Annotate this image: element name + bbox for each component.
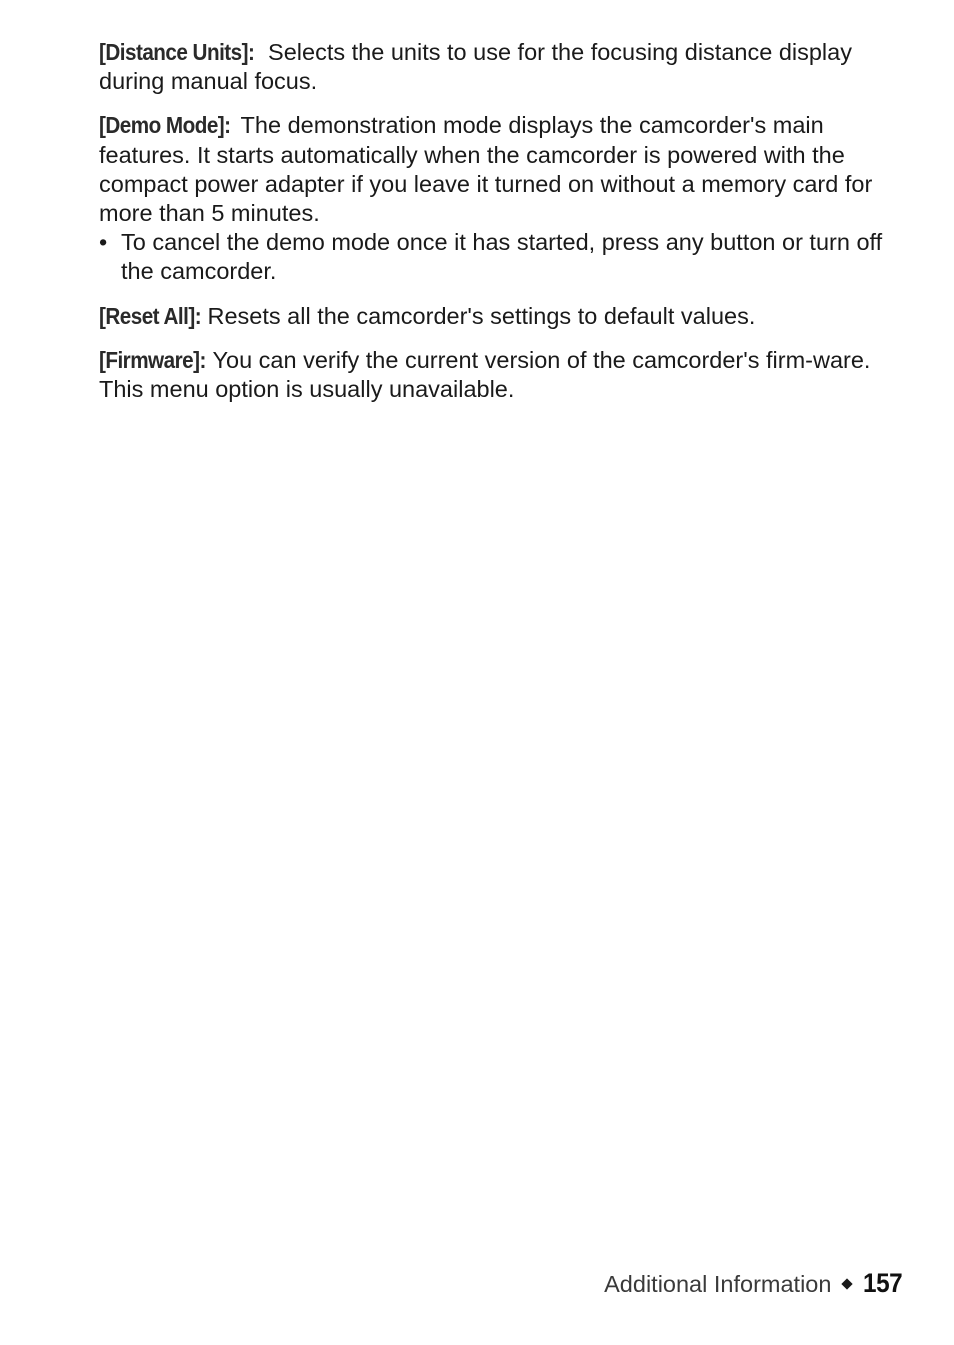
entry-reset-all	[99, 302, 909, 331]
entry-term: [Distance Units]:	[99, 39, 255, 65]
bullet-item	[99, 228, 909, 286]
bullet-text: To cancel the demo mode once it has started, press any button or turn off the camcorder.	[121, 229, 883, 285]
entry-paragraph	[99, 38, 909, 96]
diamond-bullet-icon	[842, 1278, 853, 1289]
entry-demo-mode	[99, 111, 909, 286]
entry-paragraph	[99, 302, 909, 331]
entry-term: [Firmware]:	[99, 346, 206, 373]
entry-paragraph	[99, 346, 909, 404]
page-number: 157	[863, 1268, 903, 1298]
page-footer	[604, 1268, 907, 1299]
entry-description: Selects the units to use for the focusing distance display during manual focus.	[99, 39, 852, 95]
entry-paragraph	[99, 111, 909, 228]
page-body	[99, 38, 909, 419]
footer-section-title: Additional Information	[604, 1271, 832, 1297]
entry-distance-units	[99, 38, 909, 96]
entry-firmware	[99, 346, 909, 404]
entry-description: You can verify the current version of the camcorder's firm-ware. This menu option is usually unavailable.	[99, 346, 871, 403]
entry-term: [Reset All]:	[99, 302, 202, 329]
bullet-marker: •	[99, 229, 108, 256]
entry-description: Resets all the camcorder's settings to default values.	[200, 302, 756, 329]
entry-term: [Demo Mode]:	[99, 112, 231, 139]
entry-description: The demonstration mode displays the camcorder's main features. It starts automatically when the camcorder is powered with the compact power adapter if you leave it turned on without a memory card for more than 5 minutes.	[99, 112, 873, 227]
